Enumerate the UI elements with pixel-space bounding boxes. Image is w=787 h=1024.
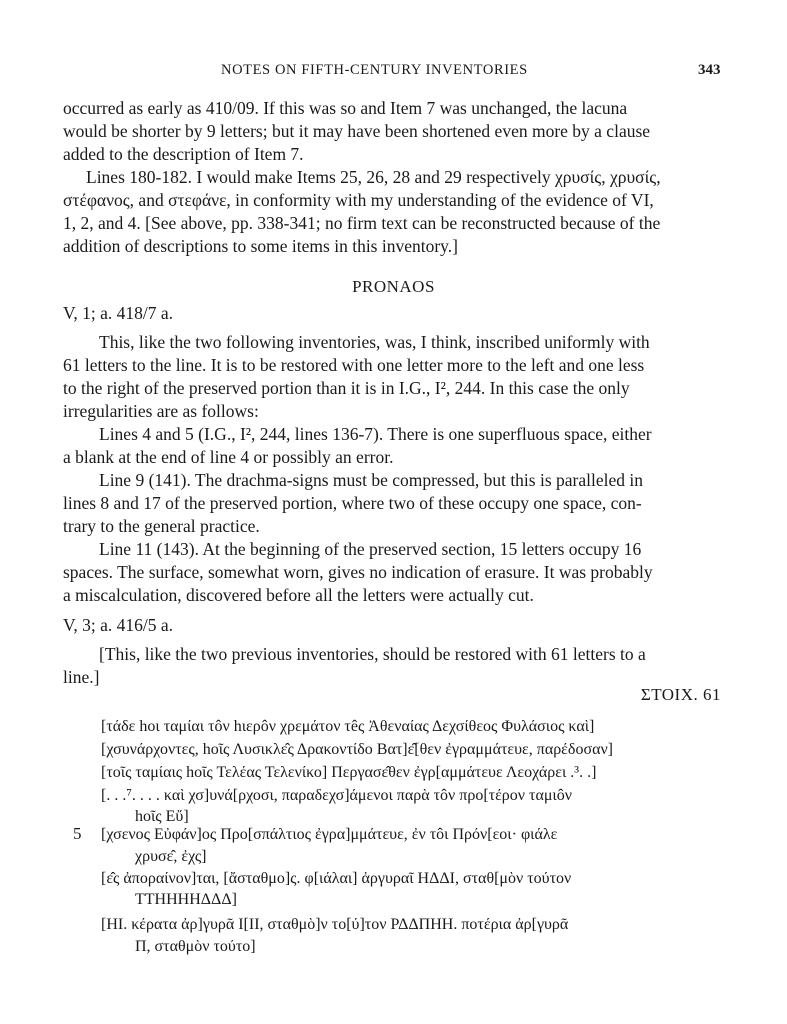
inscription-line: [ΗΙ. κέρατα ἀρ]γυρᾶ Ι[ΙΙ, σταθμὸ]ν το[ύ]τον ΡΔΔΠΗΗ. ποτέρια ἀρ[γυρᾶ [101,916,569,933]
entry-line: This, like the two following inventories, was, I think, inscribed uniformly with [99,332,650,352]
stoichedon-label: ΣΤΟΙΧ. 61 [640,685,721,704]
entry-line: trary to the general practice. [63,516,260,536]
body-line: στέφανος, and στεφάνε, in conformity with my understanding of the evidence of VI, [63,190,654,210]
entry-title: V, 3; a. 416/5 a. [63,615,174,635]
body-line: 1, 2, and 4. [See above, pp. 338-341; no firm text can be reconstructed because of the [63,213,661,233]
entry-line: Lines 4 and 5 (I.G., I², 244, lines 136-7). There is one superfluous space, either [99,424,652,444]
inscription-line: Π, σταθμὸν τούτο] [135,938,256,955]
entry-line: irregularities are as follows: [63,401,259,421]
page-number: 343 [698,62,721,78]
running-title: NOTES ON FIFTH-CENTURY INVENTORIES [221,62,528,78]
body-line: occurred as early as 410/09. If this was so and Item 7 was unchanged, the lacuna [63,98,628,118]
body-line: added to the description of Item 7. [63,144,304,164]
inscription-line: [. . .⁷. . . . καὶ χσ]υνά[ρχοσι, παραδεχσ]άμενοι παρὰ τôν προ[τέρον ταμιôν [101,787,572,804]
entry-line: Line 9 (141). The drachma-signs must be compressed, but this is paralleled in [99,470,643,490]
body-line: Lines 180-182. I would make Items 25, 26, 28 and 29 respectively χρυσίς, χρυσίς, [86,167,661,187]
body-line: would be shorter by 9 letters; but it may have been shortened even more by a clause [63,121,651,141]
inscription-line: hοῖς Εὔ] [135,808,189,825]
body-line: addition of descriptions to some items in this inventory.] [63,236,458,256]
entry-line: line.] [63,667,100,687]
entry-line: spaces. The surface, somewhat worn, gives no indication of erasure. It was probably [63,562,653,582]
entry-line: a miscalculation, discovered before all the letters were actually cut. [63,585,534,605]
section-heading: PRONAOS [352,277,435,296]
inscription-line-number: 5 [73,824,82,843]
entry-line: [This, like the two previous inventories, should be restored with 61 letters to a [99,644,646,664]
inscription-line: [τοῖς ταμίαις hοῖς Τελέας Τελενίκο] Περγασε̂θεν ἐγρ[αμμάτευε Λεοχάρει .³. .] [101,764,597,781]
inscription-line: ΤΤΗΗΗΗΔΔΔ] [135,891,237,908]
inscription-line: [τάδε hοι ταμίαι τôν hιερôν χρεμάτον τêς Ἀθεναίας Δεχσίθεος Φυλάσιος καὶ] [101,718,595,735]
entry-line: to the right of the preserved portion than it is in I.G., I², 244. In this case the only [63,378,630,398]
inscription-line: χρυσε̂, ἐχς] [135,848,207,865]
entry-line: Line 11 (143). At the beginning of the preserved section, 15 letters occupy 16 [99,539,642,559]
inscription-line: [ε̂ς ἀποραίνον]ται, [ἄσταθμο]ς. φ[ιάλαι] ἀργυραῖ ΗΔΔΙ, σταθ[μὸν τούτον [101,870,572,887]
entry-title: V, 1; a. 418/7 a. [63,303,174,323]
entry-line: lines 8 and 17 of the preserved portion, where two of these occupy one space, con- [63,493,642,513]
entry-line: a blank at the end of line 4 or possibly an error. [63,447,394,467]
entry-line: 61 letters to the line. It is to be restored with one letter more to the left and one less [63,355,645,375]
inscription-line: [χσενος Εὐφάν]ος Προ[σπάλτιος ἐγρα]μμάτευε, ἐν τôι Πρόν[εοι· φιάλε [101,826,558,843]
inscription-line: [χσυνάρχοντες, hοῖς Λυσικλε̂ς Δρακοντίδο Βατ]ε̂[θεν ἐγραμμάτευε, παρέδοσαν] [101,741,614,758]
